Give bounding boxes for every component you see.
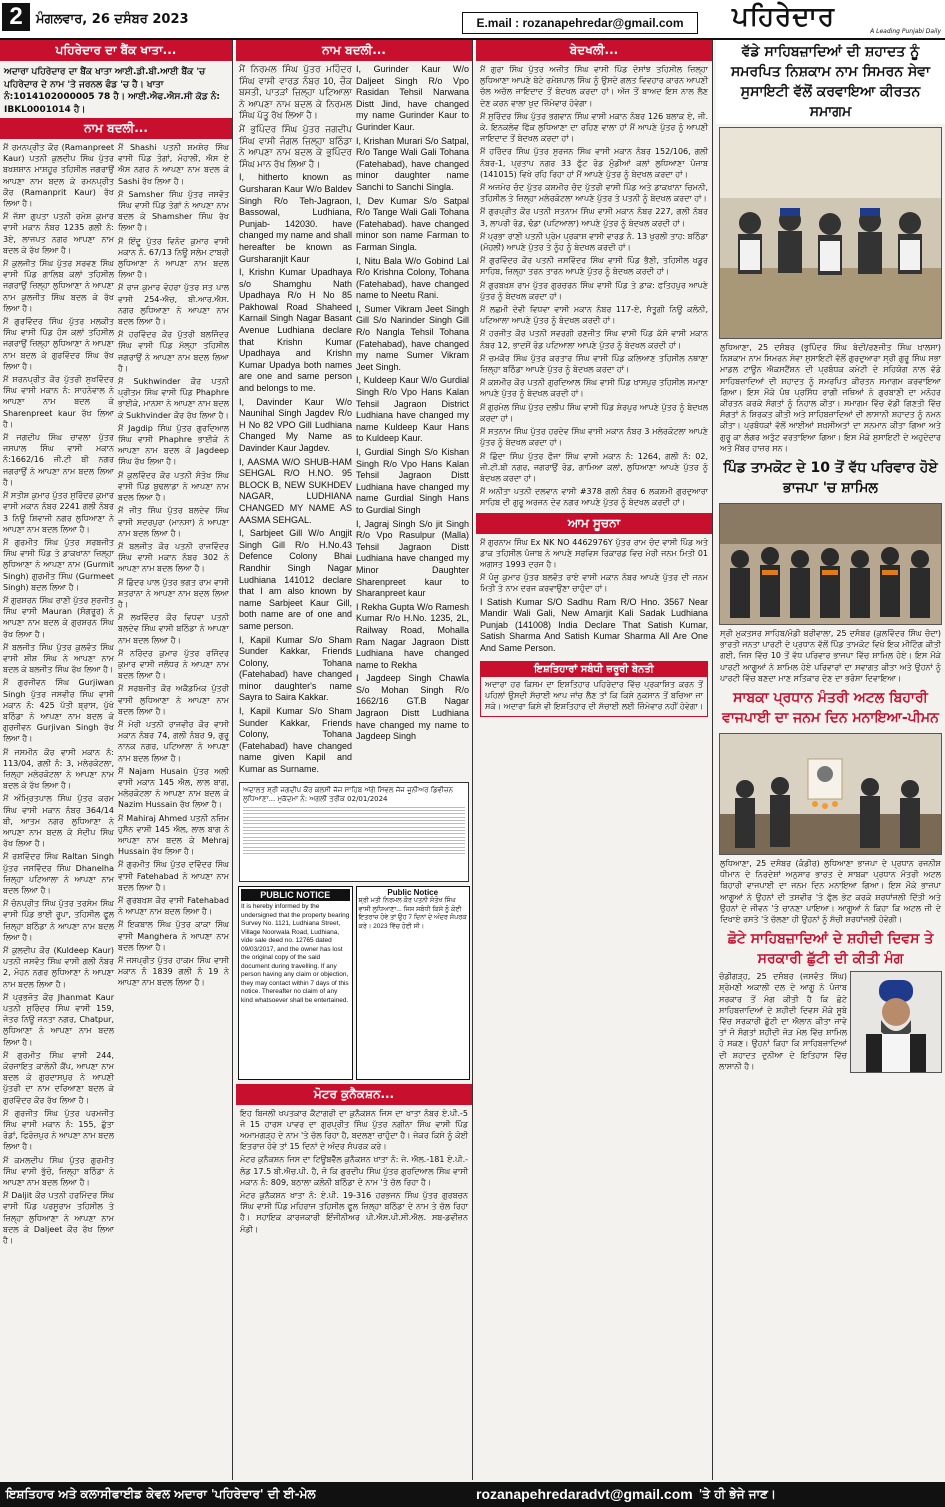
news-body-kirtan: ਲੁਧਿਆਣਾ, 25 ਦਸੰਬਰ (ਭੁਪਿੰਦਰ ਸਿੰਘ ਬੇਦੀ/ਰਣਜੀਤ ਸਿੰਘ ਖ਼ਾਲਸਾ) ਨਿਸ਼ਕਾਮ ਨਾਮ ਸਿਮਰਨ ਸੇਵਾ ਸੁਸਾਇਟੀ ਵੱਲੋਂ ਗੁਰਦੁਆਰਾ ਸ੍ਰੀ ਗੁਰੂ ਸਿੰਘ ਸਭਾ ਮਾਡਲ ਟਾਊਨ ਐਕਸਟੈਂਸ਼ਨ ਦੀ ਪ੍ਰਬੰਧਕ ਕਮੇਟੀ ਦੇ ਸਹਿਯੋਗ ਨਾਲ ਵੱਡੇ ਸਾਹਿਬਜ਼ਾਦਿਆਂ ਦੀ ਸ਼ਹਾਦਤ ਨੂੰ ਸਮਰਪਿਤ ਕੀਰਤਨ ਸਮਾਗਮ ਕਰਵਾਇਆ ਗਿਆ। ਇਸ ਮੌਕੇ ਪੰਥ ਪ੍ਰਸਿੱਧ ਰਾਗੀ ਜਥਿਆਂ ਨੇ ਗੁਰਬਾਣੀ ਦਾ ਮਨੋਹਰ ਕੀਰਤਨ ਕਰਕੇ ਸੰਗਤਾਂ ਨੂੰ ਨਿਹਾਲ ਕੀਤਾ। ਸਮਾਗਮ ਵਿੱਚ ਵੱਡੀ ਗਿਣਤੀ ਵਿੱਚ ਸੰਗਤਾਂ ਨੇ ਸ਼ਿਰਕਤ ਕੀਤੀ ਅਤੇ ਸਾਹਿਬਜ਼ਾਦਿਆਂ ਦੀ ਲਾਸਾਨੀ ਸ਼ਹਾਦਤ ਨੂੰ ਨਮਨ ਕੀਤਾ। ਪ੍ਰਬੰਧਕਾਂ ਵੱਲੋਂ ਆਈਆਂ ਸ਼ਖ਼ਸੀਅਤਾਂ ਦਾ ਸਨਮਾਨ ਕੀਤਾ ਗਿਆ ਅਤੇ ਗੁਰੂ ਕਾ ਲੰਗਰ ਅਤੁੱਟ ਵਰਤਾਇਆ ਗਿਆ। ਇਸ ਮੌਕੇ ਸੁਸਾਇਟੀ ਦੇ ਅਹੁਦੇਦਾਰ ਅਤੇ ਮੈਂਬਰ ਹਾਜ਼ਰ ਸਨ। <box>720 343 941 453</box>
list-item: ਮੈਂ ਸ਼ਰਨਪ੍ਰੀਤ ਕੌਰ ਪੁੱਤਰੀ ਸੁਖਵਿੰਦਰ ਸਿੰਘ ਵਾਸੀ ਮਕਾਨ ਨੰ: ਸਾਹਨੇਵਾਲ ਨੇ ਆਪਣਾ ਨਾਮ ਬਦਲ ਕੇ Sharenpreet kaur ਰੱਖ ਲਿਆ ਹੈ। <box>3 375 114 429</box>
list-item: ਮੈਂ ਕੁਲਜੀਤ ਸਿੰਘ ਪੁੱਤਰ ਸਰਵਣ ਸਿੰਘ ਵਾਸੀ ਪਿੰਡ ਗਾਲਿਬ ਕਲਾਂ ਤਹਿਸੀਲ ਜਗਰਾਉਂ ਜ਼ਿਲ੍ਹਾ ਲੁਧਿਆਣਾ ਨੇ ਆਪਣਾ ਨਾਮ ਕੁਲਜੀਤ ਸਿੰਘ ਬਦਲ ਕੇ ਰੱਖ ਲਿਆ ਹੈ। <box>3 259 114 313</box>
public-notice-2-text: ਸ਼੍ਰੀ ਮਤੀ ਨਿਰਮਲ ਕੌਰ ਪਤਨੀ ਸੰਤੋਖ ਸਿੰਘ ਵਾਸੀ ਲੁਧਿਆਣਾ... ਜਿਸ ਸਬੰਧੀ ਕਿਸੇ ਨੂੰ ਕੋਈ ਇਤਰਾਜ਼ ਹੋਵੇ ਤਾਂ ਉਹ 7 ਦਿਨਾਂ ਦੇ ਅੰਦਰ ਸੰਪਰਕ ਕਰੇ। 2023 ਵਿੱਚ ਹੋਈ ਸੀ। <box>358 897 467 930</box>
list-item: ਮੈਂ Najam Husain ਪੁੱਤਰ ਅਲੀ ਵਾਸੀ ਮਕਾਨ 145 ਐਲ, ਲਾਲ ਬਾਗ, ਮਲੇਰਕੋਟਲਾ ਨੇ ਆਪਣਾ ਨਾਮ ਬਦਲ ਕੇ Nazim Hussain ਰੱਖ ਲਿਆ ਹੈ। <box>118 766 229 810</box>
list-item: ਮੈਂ ਗੁਰਜੀਵਨ ਸਿੰਘ Gurjiwan Singh ਪੁੱਤਰ ਜਸਵੀਰ ਸਿੰਘ ਵਾਸੀ ਮਕਾਨ ਨੰ: 425 ਪੱਤੀ ਬ੍ਰਾਸ, ਪੁੱਖੇ ਬਠਿੰਡਾ ਨੇ ਆਪਣਾ ਨਾਮ ਬਦਲ ਕੇ ਗੁਰਜੀਵਨ Gurjivan Singh ਰੱਖ ਲਿਆ ਹੈ। <box>3 678 114 744</box>
list-item: ਮੈਂ ਸਤੀਸ਼ ਕੁਮਾਰ ਪੁੱਤਰ ਸੁਰਿੰਦਰ ਕੁਮਾਰ ਵਾਸੀ ਮਕਾਨ ਨੰਬਰ 2241 ਗਲੀ ਨੰਬਰ 3 ਨਿਊ ਸ਼ਿਵਾਜੀ ਨਗਰ ਲੁਧਿਆਣਾ ਨੇ ਆਪਣਾ ਨਾਮ ਬਦਲ ਲਿਆ ਹੈ। <box>3 491 114 534</box>
list-item: ਮੈਂ ਬਲਜੀਤ ਕੌਰ ਪਤਨੀ ਰਾਜਵਿੰਦਰ ਸਿੰਘ ਵਾਸੀ ਮਕਾਨ ਨੰਬਰ 302 ਨੇ ਆਪਣਾ ਨਾਮ ਬਦਲ ਲਿਆ ਹੈ। <box>118 541 229 574</box>
header-email[interactable]: E.mail : rozanapehredar@gmail.com <box>462 12 698 34</box>
list-item: ਮੈਂ ਗੁਰਬਖ਼ਸ਼ ਰਾਮ ਪੁੱਤਰ ਗੁਰਚਰਨ ਸਿੰਘ ਵਾਸੀ ਪਿੰਡ ਤੇ ਡਾਕ: ਫਤਿਹਪੁਰ ਆਪਣੇ ਪੁੱਤਰ ਨੂੰ ਬੇਦਖਲ ਕਰਦਾ ਹਾਂ। <box>480 280 708 301</box>
public-notices <box>236 886 472 1080</box>
kirtan-photo <box>719 127 942 339</box>
public-notice-2-title: Public Notice <box>387 887 439 897</box>
column-name-change-2 <box>236 40 473 1480</box>
sahibzade-holiday-block <box>716 971 945 1074</box>
list-item: ਮੈਂ ਗੁਰਜੀਤ ਸਿੰਘ ਪੁੱਤਰ ਪਰਮਜੀਤ ਸਿੰਘ ਵਾਸੀ ਮਕਾਨ ਨੰ: 155, ਛੁੱਤਾ ਰੋਡਾਂ, ਫਿਰੋਜ਼ਪੁਰ ਨੇ ਆਪਣਾ ਨਾਮ ਬਦਲ ਲਿਆ ਹੈ। <box>3 1108 114 1152</box>
advertiser-info-box <box>480 661 708 718</box>
column-news <box>716 40 945 1480</box>
issue-date: ਮੰਗਲਵਾਰ, 26 ਦਸੰਬਰ 2023 <box>36 12 189 27</box>
list-item: I Jagdeep Singh Chawla S/o Mohan Singh R/o 1662/16 GT.B Nagar Jagraon Distt Ludhiana have changed my name to Jagdeep Singh <box>356 673 469 742</box>
name-change-list-2 <box>236 64 472 778</box>
list-item: ਮੈਂ ਪ੍ਰਭਾ ਰਾਣੀ ਪਤਨੀ ਪ੍ਰੇਮ ਪ੍ਰਕਾਸ਼ ਵਾਸੀ ਵਾਰਡ ਨੰ. 13 ਖੁਰਲੀ ਤਾਹ: ਬਠਿੰਡਾ (ਮੋਹਲੀ) ਆਪਣੇ ਪੁੱਤਰ ਤੇ ਨੂੰਹ ਨੂੰ ਬੇਦਖਲ ਕਰਦੀ ਹਾਂ। <box>480 231 708 253</box>
list-item: ਮੈਂ Jagdip ਸਿੰਘ ਪੁੱਤਰ ਗੁਰਦਿਆਲ ਸਿੰਘ ਵਾਸੀ Phaphre ਭਾਈਕੇ ਨੇ ਆਪਣਾ ਨਾਮ ਬਦਲ ਕੇ Jagdeep ਸਿੰਘ ਰੱਖ ਲਿਆ ਹੈ। <box>118 423 229 467</box>
news-headline-kirtan: ਵੱਡੇ ਸਾਹਿਬਜ਼ਾਦਿਆਂ ਦੀ ਸ਼ਹਾਦਤ ਨੂੰ ਸਮਰਪਿਤ ਨਿਸ਼ਕਾਮ ਨਾਮ ਸਿਮਰਨ ਸੇਵਾ ਸੁਸਾਇਟੀ ਵੱਲੋਂ ਕਰਵਾਇਆ ਕੀਰਤਨ ਸਮਾਗਮ <box>716 40 945 124</box>
masthead-tagline: A Leading Punjabi Daily <box>870 28 941 35</box>
public-notice-1-text: It is hereby informed by the undersigned that the property bearing Survey No. 1121, Ludhiana Street, Village Noorwala Road, Ludhiana, vide sale deed no. 12765 dated 09/03/2017, and the owner has lost the original copy of the said document during travelling. If any person having any claim or objection, they may contact within 7 days of this notice. Thereafter no claim of any kind whatsoever shall be entertained. <box>241 903 350 1004</box>
list-item: I, AASMA W/O SHUB-HAM SEHGAL R/O H.NO. 95 BLOCK B, NEW SUKHDEV NAGAR, LUDHIANA CHANGED MY NAME AS AASMA SEHGAL. <box>239 456 352 525</box>
list-item: ਮੈਂ ਗੁਰਮੀਤ ਸਿੰਘ ਵਾਸੀ 244, ਕੋਰਜਾਇਤ ਕਾਲੋਨੀ ਕੈਂਪ, ਆਪਣਾ ਨਾਮ ਬਦਲ ਕੇ ਗੁਰਦਾਸਪੁਰ ਨੇ ਆਪਣੀ ਪੁੱਤਰੀ ਦਾ ਨਾਮ ਦਰਿਆਣਾ ਬਦਲ ਕੇ ਗੁਰਵਿੰਦਰ ਕੌਰ ਰੱਖ ਲਿਆ ਹੈ। <box>3 1050 114 1105</box>
list-item: I, Gurinder Kaur W/o Daljeet Singh R/o Vpo Rasidan Tehsil Narwana Distt Jind, have changed my name Gurinder Kaur to Gurinder Kaur. <box>356 64 469 132</box>
list-item: I, Nitu Bala W/o Gobind Lal R/o Krishna Colony, Tohana (Fatehabad), have changed name to Neetu Rani. <box>356 255 469 301</box>
list-item: ਮੈਂ ਹਰਵਿੰਦਰ ਕੌਰ ਪੁੱਤਰੀ ਬਲਜਿੰਦਰ ਸਿੰਘ ਵਾਸੀ ਪਿੰਡ ਮੱਲ੍ਹਾ ਤਹਿਸੀਲ ਜਗਰਾਉਂ ਨੇ ਆਪਣਾ ਨਾਮ ਬਦਲ ਲਿਆ ਹੈ। <box>118 330 229 373</box>
vajpayee-photo <box>719 733 942 855</box>
bank-account-title: ਪਹਿਰੇਦਾਰ ਦਾ ਬੈਂਕ ਖਾਤਾ... <box>0 40 232 61</box>
list-item: ਮੈਂ ਗੁਰਵਿੰਦਰ ਕੌਰ ਪਤਨੀ ਜਸਵਿੰਦਰ ਸਿੰਘ ਵਾਸੀ ਪਿੰਡ ਭੈਣੀ, ਤਹਿਸੀਲ ਖਡੂਰ ਸਾਹਿਬ, ਜ਼ਿਲ੍ਹਾ ਤਰਨ ਤਾਰਨ ਆਪਣੇ ਪੁੱਤਰ ਨੂੰ ਬੇਦਖਲ ਕਰਦੀ ਹਾਂ। <box>480 256 708 277</box>
list-item: ਮੈਂ ਗੁਰਾ ਸਿੰਘ ਪੁੱਤਰ ਅਜੀਤ ਸਿੰਘ ਵਾਸੀ ਪਿੰਡ ਦੋਸਾਂਝ ਤਹਿਸੀਲ ਜ਼ਿਲ੍ਹਾ ਲੁਧਿਆਣਾ ਆਪਣੇ ਬੇਟੇ ਰਮੇਸ਼ਪਾਲ ਸਿੰਘ ਨੂੰ ਉਸਦੇ ਗਲਤ ਵਿਵਹਾਰ ਕਾਰਨ ਆਪਣੀ ਚੱਲ ਅਚੱਲ ਜਾਇਦਾਦ ਤੋਂ ਬੇਦਖਲ ਕਰਦਾ ਹਾਂ। ਅੱਜ ਤੋਂ ਬਾਅਦ ਇਸ ਨਾਲ ਲੈਣ ਦੇਣ ਕਰਨ ਵਾਲਾ ਖੁਦ ਜ਼ਿੰਮੇਵਾਰ ਹੋਵੇਗਾ। <box>480 65 708 108</box>
list-item: ਮੈਂ ਗੁਰਮੇਲ ਸਿੰਘ ਪੁੱਤਰ ਦਲੀਪ ਸਿੰਘ ਵਾਸੀ ਪਿੰਡ ਸ਼ੇਰਪੁਰ ਆਪਣੇ ਪੁੱਤਰ ਨੂੰ ਬੇਦਖਲ ਕਰਦਾ ਹਾਂ। <box>480 402 708 423</box>
list-item: I, Kuldeep Kaur W/o Gurdial Singh R/o Vpo Hans Kalan Tehsil Jagraon District Ludhiana have changed my name Kuldeep Kaur Hans to Kuldeep Kaur. <box>356 375 469 444</box>
news-headline-vajpayee: ਸਾਬਕਾ ਪ੍ਰਧਾਨ ਮੰਤਰੀ ਅਟਲ ਬਿਹਾਰੀ ਵਾਜਪਾਈ ਦਾ ਜਨਮ ਦਿਨ ਮਨਾਇਆ-ਪੀਮਨ <box>722 690 939 727</box>
name-change-title: ਨਾਮ ਬਦਲੀ... <box>0 118 232 139</box>
list-item: ਮੈਂ ਗੁਰਪ੍ਰੀਤ ਕੌਰ ਪਤਨੀ ਸਤਨਾਮ ਸਿੰਘ ਵਾਸੀ ਮਕਾਨ ਨੰਬਰ 227, ਗਲੀ ਨੰਬਰ 3, ਲਾਪਰੀ ਰੋਡ, ਢੰਡਾ (ਪਟਿਆਲਾ) ਆਪਣੇ ਪੁੱਤਰ ਨੂੰ ਬੇਦਖਲ ਕਰਦੀ ਹਾਂ। <box>480 207 708 228</box>
list-item: ਮੈਂ ਨਿਰਮਲ ਸਿੰਘ ਪੁੱਤਰ ਮਹਿੰਦਰ ਸਿੰਘ ਵਾਸੀ ਵਾਰਡ ਨੰਬਰ 10, ਚੌਕ ਬਸਤੀ, ਪਾਤੜਾਂ ਜ਼ਿਲ੍ਹਾ ਪਟਿਆਲਾ ਨੇ ਆਪਣਾ ਨਾਮ ਬਦਲ ਕੇ ਨਿਰਮਲ ਸਿੰਘ ਪੱਤੂ ਰੱਖ ਲਿਆ ਹੈ। <box>239 64 352 121</box>
list-item: I, Jagraj Singh S/o jit Singh R/o Vpo Rasulpur (Malla) Tehsil Jagraon Distt Ludhiana have changed my Minor Daughter Sharenpreet kaur to Sharanpreet kaur <box>356 518 469 599</box>
public-notice-1-title: PUBLIC NOTICE <box>241 889 350 902</box>
list-item: ਮੈਂ ਜਸਪ੍ਰੀਤ ਪੁੱਤਰ ਹਾਕਮ ਸਿੰਘ ਵਾਸੀ ਮਕਾਨ ਨੰ 1839 ਗਲੀ ਨੰ 19 ਨੇ ਆਪਣਾ ਨਾਮ ਬਦਲ ਲਿਆ ਹੈ। <box>118 956 229 988</box>
page-number: 2 <box>2 3 30 31</box>
list-item: ਮੈਂ ਚੰਨਪ੍ਰੀਤ ਸਿੰਘ ਪੁੱਤਰ ਤਰਸੇਮ ਸਿੰਘ ਵਾਸੀ ਪਿੰਡ ਭਾਈ ਰੂਪਾ, ਤਹਿਸੀਲ ਫੂਲ ਜ਼ਿਲ੍ਹਾ ਬਠਿੰਡਾ ਨੇ ਆਪਣਾ ਨਾਮ ਬਦਲ ਲਿਆ ਹੈ। <box>3 899 114 942</box>
list-item: ਮੈਂ ਹਰਿੰਦਰ ਸਿੰਘ ਪੁੱਤਰ ਸੁਰਜਨ ਸਿੰਘ ਵਾਸੀ ਮਕਾਨ ਨੰਬਰ 152/106, ਗਲੀ ਨੰਬਰ-1, ਪ੍ਰਤਾਪ ਨਗਰ 33 ਫੁੱਟ ਰੋਡ ਮੁੰਡੀਆਂ ਕਲਾਂ ਲੁਧਿਆਣਾ ਪੰਜਾਬ (141015) ਵਿਖੇ ਰਹਿ ਰਿਹਾ ਹਾਂ ਮੈਂ ਆਪਣੇ ਪੁੱਤਰ ਨੂੰ ਬੇਦਖਲ ਕਰਦਾ ਹਾਂ। <box>480 147 708 179</box>
list-item: I, Sumer Vikram Jeet Singh Gill S/o Narinder Singh Gill R/o Nangla Tehsil Tohana (Fatehabad), have changed my name Sumer Vikram Jeet Singh. <box>356 303 469 372</box>
list-item: ਮੈਂ ਛਿੰਦਾ ਸਿੰਘ ਪੁੱਤਰ ਫੌਜਾ ਸਿੰਘ ਵਾਸੀ ਮਕਾਨ ਨੰ: 1264, ਗਲੀ ਨੰ: 02, ਜੀ.ਟੀ.ਬੀ ਨਗਰ, ਜਗਰਾਉਂ ਰੋਡ, ਗਾਮਿਆ ਕਲਾਂ, ਲੁਧਿਆਣਾ ਆਪਣੇ ਪੁੱਤਰ ਨੂੰ ਬੇਦਖਲ ਕਰਦਾ ਹਾਂ। <box>480 451 708 483</box>
list-item: ਮੈਂ ਛਿੰਦਰ ਪਾਲ ਪੁੱਤਰ ਭਗਤ ਰਾਮ ਵਾਸੀ ਸ਼ਤਰਾਨਾ ਨੇ ਆਪਣਾ ਨਾਮ ਬਦਲ ਲਿਆ ਹੈ। <box>118 577 229 609</box>
page-footer <box>0 1482 945 1507</box>
list-item: ਮੈਂ ਮੇਰੀ ਪਤਨੀ ਰਾਜਵੀਰ ਕੌਰ ਵਾਸੀ ਮਕਾਨ ਨੰਬਰ 74, ਗਲੀ ਨੰਬਰ 9, ਗੁਰੂ ਨਾਨਕ ਨਗਰ, ਪਟਿਆਲਾ ਨੇ ਆਪਣਾ ਨਾਮ ਬਦਲ ਲਿਆ ਹੈ। <box>118 719 229 763</box>
list-item: ਮੈਂ ਅਨੀਤਾ ਪਤਨੀ ਦਲਵਾਨ ਵਾਸੀ #378 ਗਲੀ ਨੰਬਰ 6 ਲਕਸ਼ਮੀ ਗੁਰਦੁਆਰਾ ਸਾਹਿਬ ਦੀ ਗੁਰੂ ਅਰਜਨ ਦੇਵ ਨਗਰ ਆਪਣੇ ਪੁੱਤਰ ਨੂੰ ਬੇਦਖਲ ਕਰਦੀ ਹਾਂ। <box>480 487 708 508</box>
court-notice-text: ਅਦਾਲਤ ਸ਼੍ਰੀ ਜਗਦੀਪ ਕੌਰ ਕਲਸੀ ਜੱਜ ਸਾਹਿਬ ਅੱਗੇ ਸਿਵਲ ਜੱਜ ਜੂਨੀਅਰ ਡਿਵੀਜ਼ਨ ਲੁਧਿਆਣਾ... ਮੁਕੱਦਮਾ ਨੰ: ਅਗਲੀ ਤਰੀਕ 02/01/2024 <box>243 785 453 803</box>
list-item: ਮੈਂ ਰਮਨਪ੍ਰੀਤ ਕੌਰ (Ramanpreet Kaur) ਪਤਨੀ ਕੁਲਦੀਪ ਸਿੰਘ ਪੁੱਤਰ ਬਖਸ਼ਸ਼ਾਨ ਮਾਸ਼ਹੂਰ ਤਹਿਸੀਲ ਜਗਰਾਉਂ ਆਪਣਾ ਨਾਮ ਬਦਲ ਕੇ ਰਮਨਪ੍ਰੀਤ ਕੌਰ (Ramanprit Kaur) ਰੱਖ ਲਿਆ ਹੈ। <box>3 143 114 209</box>
list-item: ਮੈਂ ਪੰਜੂ ਕੁਮਾਰ ਪੁੱਤਰ ਬਲਵੰਤ ਰਾਏ ਵਾਸੀ ਮਕਾਨ ਨੰਬਰ ਆਪਣੇ ਪੁੱਤਰ ਦੀ ਜਨਮ ਮਿਤੀ ਤੇ ਨਾਮ ਦਰਜ ਕਰਵਾਉਣਾ ਚਾਹੁੰਦਾ ਹਾਂ। <box>480 573 708 594</box>
eviction-list <box>476 64 712 509</box>
name-change-right-2 <box>356 64 469 778</box>
list-item: ਮੋਟਰ ਕੁਨੈਕਸ਼ਨ ਖਾਤਾ ਨੰ: ਏ.ਪੀ. 19-316 ਹਰਭਜਨ ਸਿੰਘ ਪੁੱਤਰ ਗੁਰਬਚਨ ਸਿੰਘ ਵਾਸੀ ਪਿੰਡ ਮਹਿਰਾਜ ਤਹਿਸੀਲ ਫੂਲ ਜ਼ਿਲ੍ਹਾ ਬਠਿੰਡਾ ਦੇ ਨਾਮ ਤੇ ਚੱਲ ਰਿਹਾ ਹੈ। ਸਹਾਇਕ ਕਾਰਜਕਾਰੀ ਇੰਜੀਨੀਅਰ ਪੀ.ਐਸ.ਪੀ.ਸੀ.ਐਲ. ਸਬ-ਡਵੀਜ਼ਨ ਮੰਡੀ। <box>240 1191 468 1234</box>
list-item: ਮੋਟਰ ਕੁਨੈਕਸ਼ਨ ਜਿਸ ਦਾ ਟਿਊਬਵੈੱਲ ਕੁਨੈਕਸ਼ਨ ਖਾਤਾ ਨੰ: ਜੇ. ਐਲ.-181 ਏ.ਪੀ.-ਲੋਡ 17.5 ਬੀ.ਐਚ.ਪੀ. ਹੈ, ਜੋ ਕਿ ਗੁਰਦੀਪ ਸਿੰਘ ਪੁੱਤਰ ਗੁਰਦਿਆਲ ਸਿੰਘ ਵਾਸੀ ਮਕਾਨ ਨੰ: 809, ਬਠਾਲਾ ਕਲੋਨੀ ਬਠਿੰਡਾ ਦੇ ਨਾਮ 'ਤੇ ਚੱਲ ਰਿਹਾ ਹੈ। <box>240 1155 468 1187</box>
list-item: I, hitherto known as Gursharan Kaur W/o Baldev Singh R/o Teh-Jagraon, Bassowal, Ludhiana, Punjab- 142030. have changed my name and shall hereafter be known as Gursharanjit Kaur <box>239 172 352 264</box>
bank-account-text: ਅਦਾਰਾ ਪਹਿਰੇਦਾਰ ਦਾ ਬੈਂਕ ਖਾਤਾ ਆਈ.ਡੀ.ਬੀ.ਆਈ ਬੈਂਕ 'ਚ ਪਹਿਰੇਦਾਰ ਦੇ ਨਾਮ 'ਤੇ ਜਰਨਲ ਫੰਡ 'ਚ ਹੈ। ਖਾਤਾ ਨੰ:1014102000005 78 ਹੈ। ਆਈ.ਐਫ.ਐਸ.ਸੀ ਕੋਡ ਨੰ: IBKL0001014 ਹੈ। <box>4 67 221 115</box>
general-notice-title: ਆਮ ਸੂਚਨਾ <box>476 513 712 534</box>
footer-right-text: 'ਤੇ ਹੀ ਭੇਜੇ ਜਾਣ। <box>698 1487 776 1501</box>
list-item: ਮੈਂ ਜਗਦੀਪ ਸਿੰਘ ਚਾਵਲਾ ਪੁੱਤਰ ਜਸਪਾਲ ਸਿੰਘ ਵਾਸੀ ਮਕਾਨ ਨੰ:1662/16 ਜੀ.ਟੀ ਬੀ ਨਗਰ ਜਗਰਾਉਂ ਨੇ ਆਪਣਾ ਨਾਮ ਬਦਲ ਲਿਆ ਹੈ। <box>3 433 114 487</box>
public-notice-1 <box>238 886 353 1080</box>
list-item: ਮੈਂ Daljit ਕੌਰ ਪਤਨੀ ਹਰਮਿੰਦਰ ਸਿੰਘ ਵਾਸੀ ਪਿੰਡ ਪਰਸੂਰਾਮ ਤਹਿਸੀਲ ਤੇ ਜ਼ਿਲ੍ਹਾ ਲੁਧਿਆਣਾ ਨੇ ਆਪਣਾ ਨਾਮ ਬਦਲ ਕੇ Daljeet ਕੌਰ ਰੱਖ ਲਿਆ ਹੈ। <box>3 1191 114 1246</box>
list-item: ਮੈਂ ਇਕਬਾਲ ਸਿੰਘ ਪੁੱਤਰ ਕਾਕਾ ਸਿੰਘ ਵਾਸੀ Manghera ਨੇ ਆਪਣਾ ਨਾਮ ਬਦਲ ਲਿਆ ਹੈ। <box>118 920 229 952</box>
list-item: ਮੈਂ Shashi ਪਤਨੀ ਸ਼ਮਸ਼ੇਰ ਸਿੰਘ ਵਾਸੀ ਪਿੰਡ ਤੋਗਾਂ, ਮੋਹਾਲੀ, ਐਸ ਏ ਐਸ ਨਗਰ ਨੇ ਆਪਣਾ ਨਾਮ ਬਦਲ ਕੇ Sashi ਰੱਖ ਲਿਆ ਹੈ। <box>118 143 229 186</box>
name-change-list <box>0 142 232 1248</box>
list-item: ਮੈਂ ਲਖਵਿੰਦਰ ਕੌਰ ਵਿਧਵਾ ਪਤਨੀ ਬਲਦੇਵ ਸਿੰਘ ਵਾਸੀ ਬਠਿੰਡਾ ਨੇ ਆਪਣਾ ਨਾਮ ਬਦਲ ਲਿਆ ਹੈ। <box>118 613 229 645</box>
list-item: I, Kapil Kumar S/o Sham Sunder Kakkar, Friends Colony, Tohana (Fatehabad) have changed name given Kapil and Kumar as Surname. <box>239 706 352 775</box>
page-header <box>0 0 945 40</box>
list-item: ਮੈਂ ਜੱਸਾ ਗੁਪਤਾ ਪਤਨੀ ਰਮੇਸ਼ ਕੁਮਾਰ ਵਾਸੀ ਮਕਾਨ ਨੰਬਰ 1235 ਗਲੀ ਨੰ: 3ਏ, ਲਾਜਪਤ ਨਗਰ ਆਪਣਾ ਨਾਮ ਬਦਲ ਕੇ ਰੱਖ ਲਿਆ ਹੈ। <box>3 212 114 255</box>
news-headline-bjp-joining: ਪਿੰਡ ਤਾਮਕੋਟ ਦੇ 10 ਤੋਂ ਵੱਧ ਪਰਿਵਾਰ ਹੋਏ ਭਾਜਪਾ 'ਚ ਸ਼ਾਮਿਲ <box>723 460 938 497</box>
list-item: ਮੈਂ ਭੁਪਿੰਦਰ ਸਿੰਘ ਪੁੱਤਰ ਜਗਦੀਪ ਸਿੰਘ ਵਾਸੀ ਜੰਗਲ ਜ਼ਿਲ੍ਹਾ ਬਠਿੰਡਾ ਨੇ ਆਪਣਾ ਨਾਮ ਬਦਲ ਕੇ ਭੁਪਿੰਦਰ ਸਿੰਘ ਮਾਨ ਰੱਖ ਲਿਆ ਹੈ। <box>239 123 352 169</box>
list-item: ਮੈਂ ਕੁਲਵਿੰਦਰ ਕੌਰ ਪਤਨੀ ਸੰਤੋਖ ਸਿੰਘ ਵਾਸੀ ਪਿੰਡ ਬੁਢਲਾਡਾ ਨੇ ਆਪਣਾ ਨਾਮ ਬਦਲ ਲਿਆ ਹੈ। <box>118 470 229 503</box>
list-item: ਮੈਂ ਕਸ਼ਮੀਰ ਕੌਰ ਪਤਨੀ ਗੁਰਦਿਆਲ ਸਿੰਘ ਵਾਸੀ ਪਿੰਡ ਖ਼ਾਸਪੁਰ ਤਹਿਸੀਲ ਸਮਾਣਾ ਆਪਣੇ ਪੁੱਤਰ ਨੂੰ ਬੇਦਖਲ ਕਰਦੀ ਹਾਂ। <box>480 378 708 399</box>
list-item: ਮੈਂ ਨਰਿੰਦਰ ਕੁਮਾਰ ਪੁੱਤਰ ਰਜਿੰਦਰ ਕੁਮਾਰ ਵਾਸੀ ਜਲੰਧਰ ਨੇ ਆਪਣਾ ਨਾਮ ਬਦਲ ਲਿਆ ਹੈ। <box>118 648 229 681</box>
general-notice-list <box>476 537 712 655</box>
name-change-left-2 <box>239 64 352 778</box>
list-item: ਮੈਂ ਲਛਮੀ ਦੇਵੀ ਵਿਧਵਾ ਵਾਸੀ ਮਕਾਨ ਨੰਬਰ 117-ਏ, ਸੰਤੂਗੀ ਨਿਊ ਕਲੋਨੀ, ਪਟਿਆਲਾ ਆਪਣੇ ਪੁੱਤਰ ਨੂੰ ਬੇਦਖਲ ਕਰਦੀ ਹਾਂ। <box>480 305 708 326</box>
list-item: ਮੈਂ ਕਮਲਦੀਪ ਸਿੰਘ ਪੁੱਤਰ ਗੁਰਮੀਤ ਸਿੰਘ ਵਾਸੀ ਭੁੱਚੋ, ਜ਼ਿਲ੍ਹਾ ਬਠਿੰਡਾ ਨੇ ਆਪਣਾ ਨਾਮ ਬਦਲ ਲਿਆ ਹੈ। <box>3 1155 114 1188</box>
list-item: I, Gurdial Singh S/o Kishan Singh R/o Vpo Hans Kalan Tehsil Jagraon Distt Ludhiana have changed my name Gurdial Singh Hans to Gurdial Singh <box>356 447 469 515</box>
list-item: ਮੈਂ ਗੁਰਮੀਤ ਸਿੰਘ ਪੁੱਤਰ ਦਵਿੰਦਰ ਸਿੰਘ ਵਾਸੀ Fatehabad ਨੇ ਆਪਣਾ ਨਾਮ ਬਦਲ ਲਿਆ ਹੈ। <box>118 860 229 892</box>
list-item: ਮੈਂ ਸਰਬਜੀਤ ਕੌਰ ਅਕੈਡਮਿਕ ਪੁੱਤਰੀ ਵਾਸੀ ਲੁਧਿਆਣਾ ਨੇ ਆਪਣਾ ਨਾਮ ਬਦਲ ਲਿਆ ਹੈ। <box>118 684 229 716</box>
list-item: ਮੈਂ ਗੁਰਸ਼ਰਨ ਸਿੰਘ ਰਾਣੀ ਪੁੱਤਰ ਸੁਰਜੀਤ ਸਿੰਘ ਵਾਸੀ Mauran (ਸੰਗਰੂਰ) ਨੇ ਆਪਣਾ ਨਾਮ ਬਦਲ ਕੇ ਗੁਰਸ਼ਰਨ ਸਿੰਘ ਰੱਖ ਲਿਆ ਹੈ। <box>3 595 114 639</box>
list-item: ਮੈਂ ਚਮਕੌਰ ਸਿੰਘ ਪੁੱਤਰ ਕਰਤਾਰ ਸਿੰਘ ਵਾਸੀ ਪਿੰਡ ਕਲਿਆਣ ਤਹਿਸੀਲ ਨਥਾਣਾ ਜ਼ਿਲ੍ਹਾ ਬਠਿੰਡਾ ਆਪਣੇ ਪੁੱਤਰ ਨੂੰ ਬੇਦਖਲ ਕਰਦਾ ਹਾਂ। <box>480 353 708 375</box>
list-item: I, Dev Kumar S/o Satpal R/o Tange Wali Gali Tohana (Fatehabad). have changed minor son name Farman to Farman Singla. <box>356 195 469 252</box>
news-body-vajpayee: ਲੁਧਿਆਣਾ, 25 ਦਸੰਬਰ (ਕੰਡੀਰ) ਲੁਧਿਆਣਾ ਭਾਜਪਾ ਦੇ ਪ੍ਰਧਾਨ ਰਜਨੀਸ਼ ਧੀਮਾਨ ਦੇ ਨਿਰਦੇਸ਼ਾਂ ਅਨੁਸਾਰ ਭਾਰਤ ਦੇ ਸਾਬਕਾ ਪ੍ਰਧਾਨ ਮੰਤਰੀ ਅਟਲ ਬਿਹਾਰੀ ਵਾਜਪਾਈ ਦਾ ਜਨਮ ਦਿਨ ਮਨਾਇਆ ਗਿਆ। ਇਸ ਮੌਕੇ ਭਾਜਪਾ ਆਗੂਆਂ ਨੇ ਉਹਨਾਂ ਦੀ ਤਸਵੀਰ 'ਤੇ ਫੁੱਲ ਭੇਟ ਕਰਕੇ ਸ਼ਰਧਾਂਜਲੀ ਦਿੱਤੀ ਅਤੇ ਉਹਨਾਂ ਦੇ ਜੀਵਨ 'ਤੇ ਚਾਨਣਾ ਪਾਇਆ। ਆਗੂਆਂ ਨੇ ਕਿਹਾ ਕਿ ਅਟਲ ਜੀ ਦੇ ਦਿਖਾਏ ਰਸਤੇ 'ਤੇ ਚੱਲਣਾ ਹੀ ਉਹਨਾਂ ਨੂੰ ਸੱਚੀ ਸ਼ਰਧਾਂਜਲੀ ਹੋਵੇਗੀ। <box>720 859 941 925</box>
list-item: ਮੈਂ Samsher ਸਿੰਘ ਪੁੱਤਰ ਜਸਵੰਤ ਸਿੰਘ ਵਾਸੀ ਪਿੰਡ ਤੋਗਾਂ ਨੇ ਆਪਣਾ ਨਾਮ ਬਦਲ ਕੇ Shamsher ਸਿੰਘ ਰੱਖ ਲਿਆ ਹੈ। <box>118 189 229 233</box>
list-item: I, Krishan Murari S/o Satpal, R/o Tange Wali Gali Tohana (Fatehabad), have changed minor daughter name Sanchi to Sanchi Singla. <box>356 135 469 192</box>
column-name-change-1 <box>0 40 233 1480</box>
list-item: ਮੈਂ ਬਲਜੀਤ ਸਿੰਘ ਪੁੱਤਰ ਕੁਲਵੰਤ ਸਿੰਘ ਵਾਸੀ ਸ਼ੀਸ਼ ਸਿੰਘ ਨੇ ਆਪਣਾ ਨਾਮ ਬਦਲ ਕੇ ਬਲਜੀਤ ਸਿੰਘ ਰੱਖ ਲਿਆ ਹੈ। <box>3 642 114 675</box>
eviction-title: ਬੇਦਖਲੀ... <box>476 40 712 61</box>
list-item: I Satish Kumar S/O Sadhu Ram R/O Hno. 3567 Near Mandir Wali Gali, New Amarjit Kali Sadak Ludhiana Punjab (141008) India Declare That Satish Kumar, Satish Sharma And Satish Kumar Sharma All Are One And Same Person. <box>480 596 708 653</box>
list-item: I, Davinder Kaur W/o Naunihal Singh Jagdev R/o H No 82 VPO Gill Ludhiana Changed My Name as Davinder Kaur Jagdev. <box>239 396 352 453</box>
motor-connection-title: ਮੋਟਰ ਕੁਨੈਕਸ਼ਨ... <box>236 1084 472 1105</box>
list-item: ਮੈਂ ਗੁਰਮੀਤ ਸਿੰਘ ਪੁੱਤਰ ਸਰਬਜੀਤ ਸਿੰਘ ਵਾਸੀ ਪਿੰਡ ਤੇ ਡਾਕਖਾਨਾ ਜ਼ਿਲ੍ਹਾ ਲੁਧਿਆਣਾ ਨੇ ਆਪਣਾ ਨਾਮ (Gurmit Singh) ਗੁਰਮੀਤ ਸਿੰਘ (Gurmeet Singh) ਬਦਲ ਲਿਆ ਹੈ। <box>3 537 114 592</box>
bjp-joining-photo <box>719 503 942 625</box>
advertiser-info-text: ਅਦਾਰਾ ਹਰ ਕਿਸਮ ਦਾ ਇਸ਼ਤਿਹਾਰ ਪਹਿਰੇਦਾਰ ਵਿੱਚ ਪ੍ਰਕਾਸ਼ਿਤ ਕਰਨ ਤੋਂ ਪਹਿਲਾਂ ਉਸਦੀ ਸੱਚਾਈ ਆਪ ਜਾਂਚ ਲੈਣ ਤਾਂ ਕਿ ਕਿਸੇ ਨੁਕਸਾਨ ਤੋਂ ਬਚਿਆ ਜਾ ਸਕੇ। ਅਦਾਰਾ ਕਿਸੇ ਵੀ ਇਸ਼ਤਿਹਾਰ ਦੀ ਸੱਚਾਈ ਲਈ ਜ਼ਿੰਮੇਵਾਰ ਨਹੀਂ ਹੋਵੇਗਾ। <box>485 679 703 711</box>
advertiser-info-title: ਇਸ਼ਤਿਹਾਰਾਂ ਸਬੰਧੀ ਜ਼ਰੂਰੀ ਬੇਨਤੀ <box>481 662 707 677</box>
list-item: ਮੈਂ ਕੁਲਦੀਪ ਕੌਰ (Kuldeep Kaur) ਪਤਨੀ ਜਸਵੰਤ ਸਿੰਘ ਵਾਸੀ ਗਲੀ ਨੰਬਰ 2, ਮੋਹਨ ਨਗਰ ਲੁਧਿਆਣਾ ਨੇ ਆਪਣਾ ਨਾਮ ਬਦਲ ਲਿਆ ਹੈ। <box>3 946 114 989</box>
masthead-title: ਪਹਿਰੇਦਾਰ <box>732 2 835 32</box>
list-item: I, Sarbjeet Gill W/o Angjit Singh Gill R/o H.No.43 Defence Colony Bhai Randhir Singh Nagar Ludhiana 141012 declare that I am also known by name Sarbjeet Kaur Gill, both name are of one and same person. <box>239 528 352 631</box>
list-item: ਮੈਂ ਰਾਜ ਕੁਮਾਰ ਵੋਹਰਾ ਪੁੱਤਰ ਸਤ ਪਾਲ ਵਾਸੀ 254-ਐਚ, ਬੀ.ਆਰ.ਐਸ. ਨਗਰ ਲੁਧਿਆਣਾ ਨੇ ਆਪਣਾ ਨਾਮ ਬਦਲ ਲਿਆ ਹੈ। <box>118 283 229 327</box>
list-item: I, Krishn Kumar Upadhaya s/o Shamghu Nath Upadhaya R/o H No 85 Pakhowal Road Shaheed Karnail Singh Nagar Basant Avenue Ludhiana declare that Krishn Kumar Upadhaya and Krishn Kumar Upadya both names are one and same person and belongs to me. <box>239 267 352 394</box>
list-item: ਮੈਂ ਗੁਰਬਖ਼ਸ਼ ਕੌਰ ਵਾਸੀ Fatehabad ਨੇ ਆਪਣਾ ਨਾਮ ਬਦਲ ਲਿਆ ਹੈ। <box>118 896 229 917</box>
motor-connection-list <box>236 1108 472 1235</box>
list-item: ਮੈਂ ਹਰਜੀਤ ਕੌਰ ਪਤਨੀ ਸਵਰਗੀ ਰਣਜੀਤ ਸਿੰਘ ਵਾਸੀ ਪਿੰਡ ਕੱਸੋ ਵਾਸੀ ਮਕਾਨ ਨੰਬਰ 12, ਭਾਦਸੋਂ ਰੋਡ ਪਟਿਆਲਾ ਆਪਣੇ ਪੁੱਤਰ ਨੂੰ ਬੇਦਖਲ ਕਰਦੀ ਹਾਂ। <box>480 329 708 350</box>
list-item: ਮੈਂ ਸੁਰਿੰਦਰ ਸਿੰਘ ਪੁੱਤਰ ਭਗਵਾਨ ਸਿੰਘ ਵਾਸੀ ਮਕਾਨ ਨੰਬਰ 126 ਬਲਾਕ ਏ, ਜੀ. ਕੇ. ਇਨਕਲੇਵ ਫਿੱਕ ਲੁਧਿਆਣਾ ਦਾ ਰਹਿਣ ਵਾਲਾ ਹਾਂ ਮੈਂ ਆਪਣੇ ਪੁੱਤਰ ਨੂੰ ਆਪਣੀ ਜਾਇਦਾਦ ਤੋਂ ਬੇਦਖਲ ਕਰਦਾ ਹਾਂ। <box>480 111 708 144</box>
list-item: ਮੈਂ ਗੁਰਨਾਮ ਸਿੰਘ Ex NK NO 4462976Y ਪੁੱਤਰ ਰਾਮ ਚੰਦ ਵਾਸੀ ਪਿੰਡ ਅਤੇ ਡਾਕ ਤਹਿਸੀਲ ਪੰਜਾਬ ਨੇ ਆਪਣੇ ਸਰਵਿਸ ਰਿਕਾਰਡ ਵਿਚ ਮੇਰੀ ਜਨਮ ਮਿਤੀ 01 ਅਗਸਤ 1993 ਦਰਜ ਹੈ। <box>480 537 708 569</box>
list-item: ਮੈਂ ਜਸਮੀਨ ਕੌਰ ਵਾਸੀ ਮਕਾਨ ਨੰ: 113/04, ਗਲੀ ਨੰ: 3, ਮਲੇਰਕੋਟਲਾ, ਜ਼ਿਲ੍ਹਾ ਮਲੇਰਕੋਟਲਾ ਨੇ ਆਪਣਾ ਨਾਮ ਬਦਲ ਕੇ ਰੱਖ ਲਿਆ ਹੈ। <box>3 747 114 791</box>
list-item: ਮੈਂ Mahiraj Ahmed ਪਤਨੀ ਨਜ਼ਿਮ ਹੁਸੈਨ ਵਾਸੀ 145 ਐਲ, ਲਾਲ ਬਾਗ ਨੇ ਆਪਣਾ ਨਾਮ ਬਦਲ ਕੇ Mehraj Hussain ਰੱਖ ਲਿਆ ਹੈ। <box>118 813 229 857</box>
list-item: ਮੈਂ ਸਤਨਾਮ ਸਿੰਘ ਪੁੱਤਰ ਹਰਦੇਵ ਸਿੰਘ ਵਾਸੀ ਮਕਾਨ ਨੰਬਰ 3 ਮਲੇਰਕੋਟਲਾ ਆਪਣੇ ਪੁੱਤਰ ਨੂੰ ਬੇਦਖਲ ਕਰਦਾ ਹਾਂ। <box>480 427 708 448</box>
list-item: ਇਹ ਬਿਜਲੀ ਖਪਤਕਾਰ ਕੈਟਾਗਰੀ ਦਾ ਕੁਨੈਕਸ਼ਨ ਜਿਸ ਦਾ ਖਾਤਾ ਨੰਬਰ ਏ.ਪੀ.-5 ਜੋ 15 ਹਾਰਸ ਪਾਵਰ ਦਾ ਗੁਰਪ੍ਰੀਤ ਸਿੰਘ ਪੁੱਤਰ ਨਗੀਨਾ ਸਿੰਘ ਵਾਸੀ ਪਿੰਡ ਅਮਾਮਗੜ੍ਹ ਦੇ ਨਾਮ 'ਤੇ ਚੱਲ ਰਿਹਾ ਹੈ, ਬਦਲਣਾ ਚਾਹੁੰਦਾ ਹੈ। ਜੇਕਰ ਕਿਸੇ ਨੂੰ ਕੋਈ ਇਤਰਾਜ਼ ਹੋਵੇ ਤਾਂ 15 ਦਿਨਾਂ ਦੇ ਅੰਦਰ ਸੰਪਰਕ ਕਰੇ। <box>240 1108 468 1152</box>
news-body-bjp-joining: ਸ੍ਰੀ ਮੁਕਤਸਰ ਸਾਹਿਬ/ਮੰਡੀ ਬਰੀਵਾਲਾ, 25 ਦਸੰਬਰ (ਕੁਲਵਿੰਦਰ ਸਿੰਘ ਚੰਦਾ) ਭਾਰਤੀ ਜਨਤਾ ਪਾਰਟੀ ਦੇ ਪ੍ਰਧਾਨ ਵੱਲੋਂ ਪਿੰਡ ਤਾਮਕੋਟ ਵਿਖੇ ਇਕ ਮੀਟਿੰਗ ਕੀਤੀ ਗਈ, ਜਿਸ ਵਿੱਚ 10 ਤੋਂ ਵੱਧ ਪਰਿਵਾਰ ਭਾਜਪਾ ਵਿੱਚ ਸ਼ਾਮਿਲ ਹੋਏ। ਇਸ ਮੌਕੇ ਪਾਰਟੀ ਆਗੂਆਂ ਨੇ ਸ਼ਾਮਿਲ ਹੋਏ ਪਰਿਵਾਰਾਂ ਦਾ ਸਵਾਗਤ ਕੀਤਾ ਅਤੇ ਉਹਨਾਂ ਨੂੰ ਪਾਰਟੀ ਵਿੱਚ ਬਣਦਾ ਮਾਣ ਸਤਿਕਾਰ ਦੇਣ ਦਾ ਭਰੋਸਾ ਦਿਵਾਇਆ। <box>720 629 941 683</box>
list-item: I Rekha Gupta W/o Ramesh Kumar R/o H.No. 1235, 2L, Railway Road, Mohalla Ram Nagar Jagraon Distt Ludhiana have changed name to Rekha <box>356 601 469 670</box>
news-headline-sahibzade-holiday: ਛੋਟੇ ਸਾਹਿਬਜ਼ਾਦਿਆਂ ਦੇ ਸ਼ਹੀਦੀ ਦਿਵਸ ਤੇ ਸਰਕਾਰੀ ਛੁੱਟੀ ਦੀ ਕੀਤੀ ਮੰਗ <box>727 931 934 968</box>
column-eviction <box>476 40 713 1480</box>
footer-email[interactable]: rozanapehredaradvt@gmail.com <box>476 1486 693 1502</box>
list-item: ਮੈਂ ਇੰਦੂ ਪੁੱਤਰ ਵਿਨੋਦ ਕੁਮਾਰ ਵਾਸੀ ਮਕਾਨ ਨੰ. 67/13 ਨਿਊ ਸਲੇਮ ਟਾਬਰੀ ਲੁਧਿਆਣਾ ਨੇ ਆਪਣਾ ਨਾਮ ਬਦਲ ਲਿਆ ਹੈ। <box>118 236 229 280</box>
list-item: ਮੈਂ ਅਜਮੇਰ ਚੰਦ ਪੁੱਤਰ ਕਸ਼ਮੀਰ ਚੰਦ ਪੁੱਤਰੀ ਵਾਸੀ ਪਿੰਡ ਅਤੇ ਡਾਕਖਾਨਾ ਚਿਮਨੀ, ਤਹਿਸੀਲ ਤੇ ਜ਼ਿਲ੍ਹਾ ਮਲੇਰਕੋਟਲਾ ਆਪਣੇ ਪੁੱਤਰ ਤੇ ਪਤਨੀ ਨੂੰ ਬੇਦਖਲ ਕਰਦਾ ਹਾਂ। <box>480 183 708 204</box>
leader-portrait <box>850 971 942 1073</box>
masthead <box>712 0 945 38</box>
list-item: I, Kapil Kumar S/o Sham Sunder Kakkar, Friends Colony, Tohana (Fatehabad) have changed minor daughter's name Sayra to Saira Kakkar. <box>239 634 352 703</box>
footer-left-text: ਇਸ਼ਤਿਹਾਰ ਅਤੇ ਕਲਾਸੀਫਾਈਡ ਕੇਵਲ ਅਦਾਰਾ 'ਪਹਿਰੇਦਾਰ' ਦੀ ਈ-ਮੇਲ <box>6 1487 316 1501</box>
news-body-sahibzade-holiday: ਚੰਡੀਗੜ੍ਹ, 25 ਦਸੰਬਰ (ਜਸਵੰਤ ਸਿੰਘ) ਸ਼੍ਰੋਮਣੀ ਅਕਾਲੀ ਦਲ ਦੇ ਆਗੂ ਨੇ ਪੰਜਾਬ ਸਰਕਾਰ ਤੋਂ ਮੰਗ ਕੀਤੀ ਹੈ ਕਿ ਛੋਟੇ ਸਾਹਿਬਜ਼ਾਦਿਆਂ ਦੇ ਸ਼ਹੀਦੀ ਦਿਵਸ ਮੌਕੇ ਸੂਬੇ ਵਿੱਚ ਸਰਕਾਰੀ ਛੁੱਟੀ ਦਾ ਐਲਾਨ ਕੀਤਾ ਜਾਵੇ ਤਾਂ ਜੋ ਸੰਗਤਾਂ ਸ਼ਹੀਦੀ ਜੋੜ ਮੇਲ ਵਿੱਚ ਸ਼ਾਮਿਲ ਹੋ ਸਕਣ। ਉਹਨਾਂ ਕਿਹਾ ਕਿ ਸਾਹਿਬਜ਼ਾਦਿਆਂ ਦੀ ਸ਼ਹਾਦਤ ਦੁਨੀਆ ਦੇ ਇਤਿਹਾਸ ਵਿੱਚ ਲਾਸਾਨੀ ਹੈ। <box>719 972 847 1071</box>
name-change-title-2: ਨਾਮ ਬਦਲੀ... <box>236 40 472 61</box>
list-item: ਮੈਂ ਗੁਰਵਿੰਦਰ ਸਿੰਘ ਪੁੱਤਰ ਮਲਕੀਤ ਸਿੰਘ ਵਾਸੀ ਪਿੰਡ ਹੰਸ ਕਲਾਂ ਤਹਿਸੀਲ ਜਗਰਾਉਂ ਜ਼ਿਲ੍ਹਾ ਲੁਧਿਆਣਾ ਨੇ ਆਪਣਾ ਨਾਮ ਬਦਲ ਕੇ ਗੁਰਵਿੰਦਰ ਸਿੰਘ ਰੱਖ ਲਿਆ ਹੈ। <box>3 317 114 371</box>
name-change-right <box>118 142 229 1248</box>
list-item: ਮੈਂ ਅੰਮ੍ਰਿਤਪਾਲ ਸਿੰਘ ਪੁੱਤਰ ਕਰਮ ਸਿੰਘ ਵਾਸੀ ਮਕਾਨ ਨੰਬਰ 364/14 ਬੀ, ਆਤਮ ਨਗਰ ਲੁਧਿਆਣਾ ਨੇ ਆਪਣਾ ਨਾਮ ਬਦਲ ਕੇ ਸੰਦੀਪ ਸਿੰਘ ਰੱਖ ਲਿਆ ਹੈ। <box>3 794 114 849</box>
list-item: ਮੈਂ ਪ੍ਰਭਜੋਤ ਕੌਰ Jhanmat Kaur ਪਤਨੀ ਸੁਰਿੰਦਰ ਸਿੰਘ ਵਾਸੀ 159, ਜੋਤਰ ਨਿਊ ਜਨਤਾ ਨਗਰ, Chatpur, ਲੁਧਿਆਣਾ ਨੇ ਆਪਣਾ ਨਾਮ ਬਦਲ ਲਿਆ ਹੈ। <box>3 992 114 1047</box>
court-notice <box>239 782 469 882</box>
public-notice-2 <box>356 886 471 1080</box>
list-item: ਮੈਂ ਜੀਤ ਸਿੰਘ ਪੁੱਤਰ ਬਲਦੇਵ ਸਿੰਘ ਵਾਸੀ ਸਦਰਪੁਰਾ (ਮਾਨਸਾ) ਨੇ ਆਪਣਾ ਨਾਮ ਬਦਲ ਲਿਆ ਹੈ। <box>118 506 229 538</box>
name-change-left <box>3 142 114 1248</box>
list-item: ਮੈਂ Sukhwinder ਕੌਰ ਪਤਨੀ ਪ੍ਰੀਤਮ ਸਿੰਘ ਵਾਸੀ ਪਿੰਡ Phaphre ਭਾਈਕੇ, ਮਾਨਸਾ ਨੇ ਆਪਣਾ ਨਾਮ ਬਦਲ ਕੇ Sukhvinder ਕੌਰ ਰੱਖ ਲਿਆ ਹੈ। <box>118 377 229 420</box>
list-item: ਮੈਂ ਰਸ਼ਵਿੰਦਰ ਸਿੰਘ Raltan Singh ਪੁੱਤਰ ਜਸਵਿੰਦਰ ਸਿੰਘ Dhanelha ਜ਼ਿਲ੍ਹਾ ਪਟਿਆਲਾ ਨੇ ਆਪਣਾ ਨਾਮ ਬਦਲ ਲਿਆ ਹੈ। <box>3 852 114 895</box>
